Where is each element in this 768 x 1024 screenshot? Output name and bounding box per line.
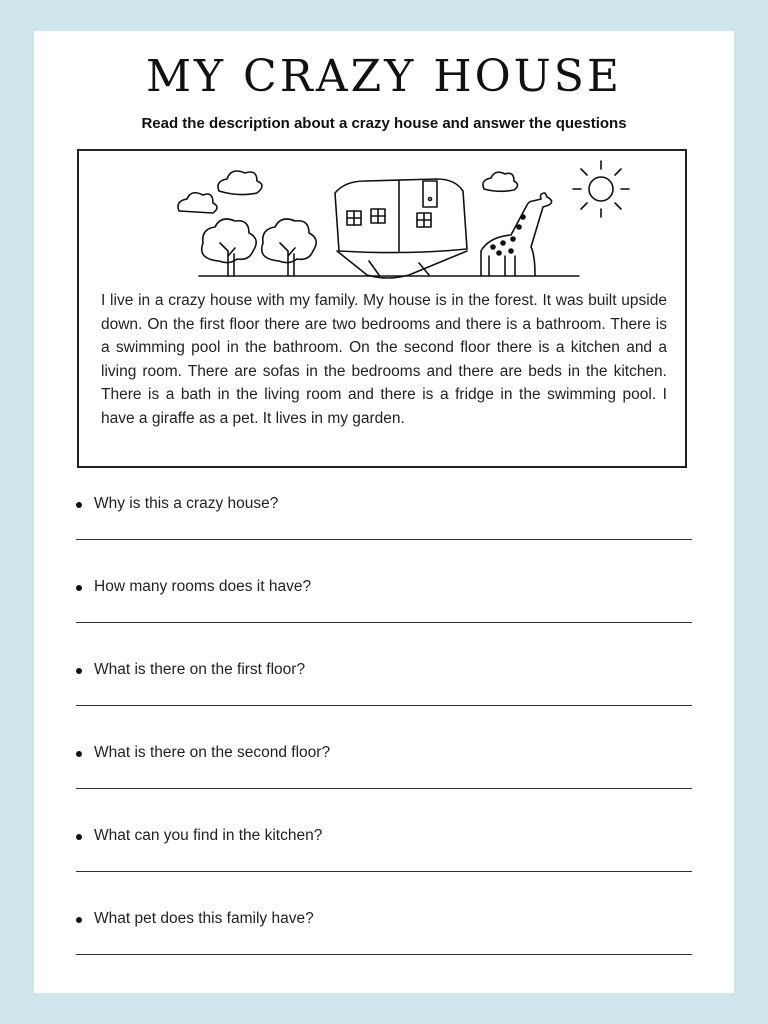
- bullet-icon: [76, 502, 82, 508]
- answer-line[interactable]: [76, 705, 692, 706]
- answer-line[interactable]: [76, 788, 692, 789]
- question-item: [76, 495, 692, 555]
- giraffe-icon: [481, 193, 552, 276]
- question-item: [76, 744, 692, 804]
- cloud-icon: [218, 171, 262, 195]
- tree-icon: [262, 219, 316, 276]
- bullet-icon: [76, 585, 82, 591]
- bullet-icon: [76, 834, 82, 840]
- upside-down-house-icon: [335, 179, 467, 278]
- question-text: What pet does this family have?: [94, 910, 314, 927]
- answer-line[interactable]: [76, 622, 692, 623]
- question-item: [76, 827, 692, 887]
- answer-line[interactable]: [76, 954, 692, 955]
- bullet-icon: [76, 917, 82, 923]
- question-item: [76, 910, 692, 970]
- cloud-icon: [483, 172, 518, 191]
- bullet-icon: [76, 668, 82, 674]
- answer-line[interactable]: [76, 871, 692, 872]
- question-text: Why is this a crazy house?: [94, 495, 279, 512]
- bullet-icon: [76, 751, 82, 757]
- page-title: MY CRAZY HOUSE: [145, 51, 623, 102]
- worksheet-page: [34, 31, 734, 993]
- question-text: What can you find in the kitchen?: [94, 827, 323, 844]
- question-text: How many rooms does it have?: [94, 578, 312, 595]
- story-text: I live in a crazy house with my family. My house is in the forest. It was built upside down. On the first floor there are two bedrooms and there is a bathroom. There is a swimming pool in the bathroom. On the second floor there is a kitchen and a living room. There are sofas in the bedrooms and there are beds in the kitchen. There is a bath in the living room and there is a fridge in the swimming pool. I have a giraffe as a pet. It lives in my garden.: [101, 292, 667, 427]
- instructions: Read the description about a crazy house and answer the questions: [141, 115, 627, 132]
- answer-line[interactable]: [76, 539, 692, 540]
- question-item: [76, 578, 692, 638]
- question-text: What is there on the first floor?: [94, 661, 306, 678]
- house-illustration: [79, 151, 685, 286]
- sun-icon: [573, 161, 629, 217]
- cloud-icon: [178, 193, 217, 213]
- question-text: What is there on the second floor?: [94, 744, 331, 761]
- question-item: [76, 661, 692, 721]
- story-box: [77, 149, 687, 468]
- tree-icon: [202, 219, 256, 276]
